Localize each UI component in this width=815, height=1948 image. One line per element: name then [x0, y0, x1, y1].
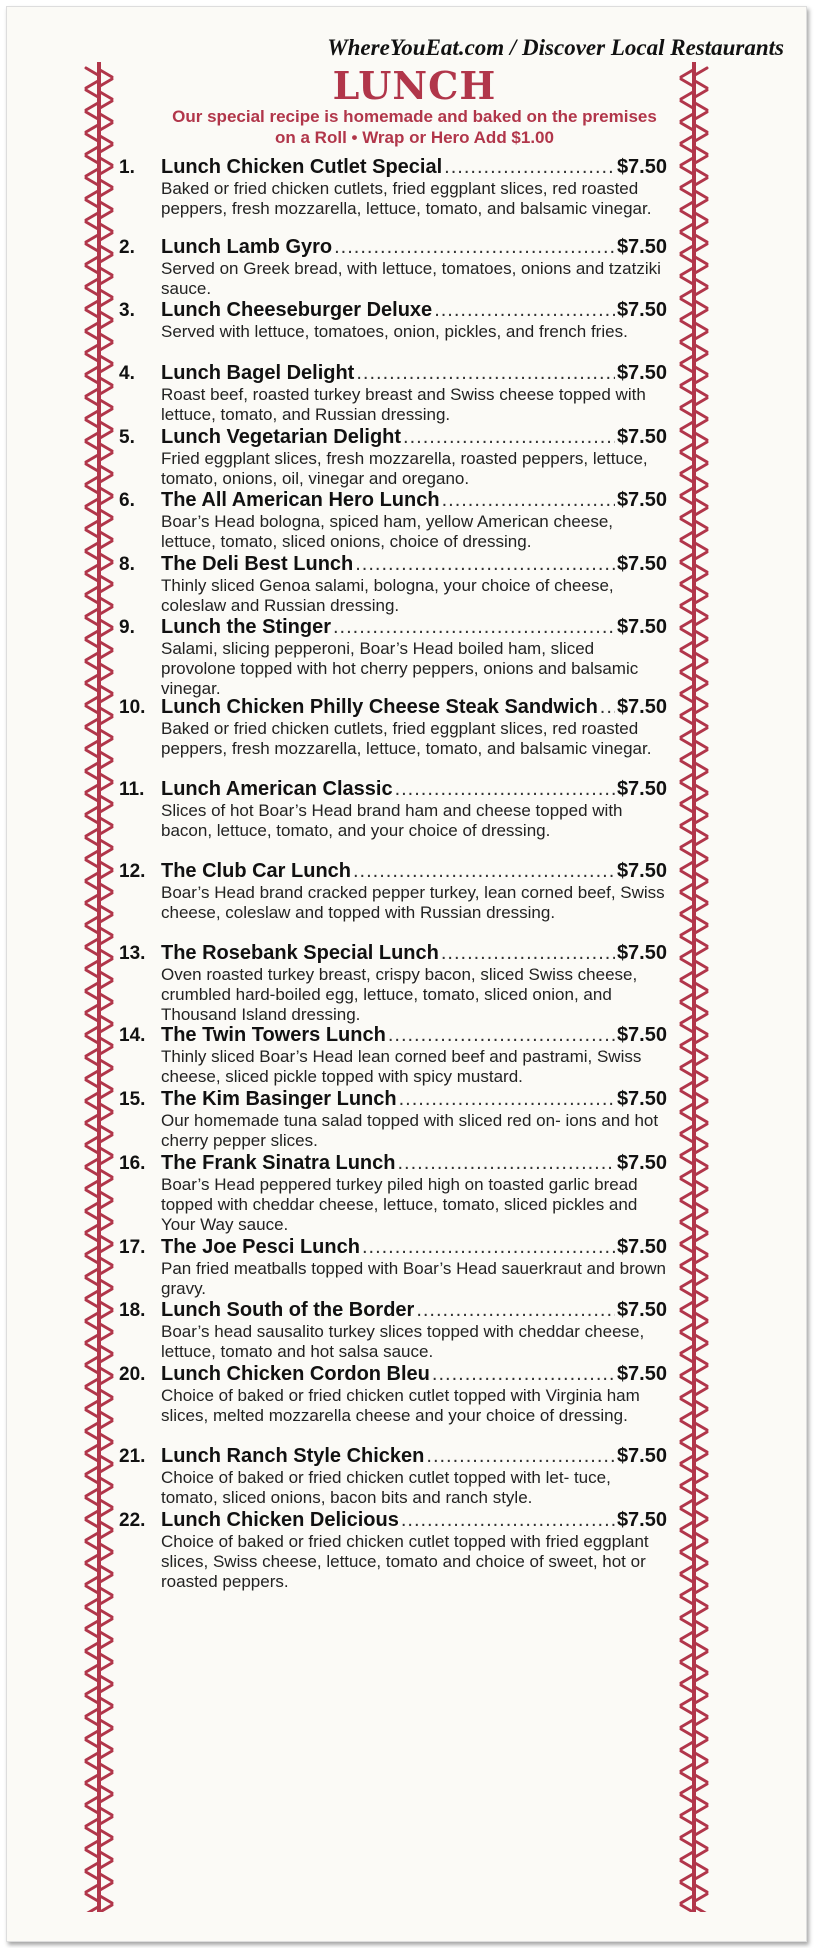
menu-item	[119, 1236, 667, 1299]
item-description: Thinly sliced Genoa salami, bologna, your choice of cheese, coleslaw and Russian dressing.	[161, 576, 614, 615]
item-name: Lunch Chicken Delicious	[161, 1509, 399, 1531]
menu-item	[119, 942, 667, 1025]
item-name: The Deli Best Lunch	[161, 553, 354, 575]
item-price: $7.50	[616, 616, 667, 638]
dot-leader	[441, 942, 615, 965]
item-name: Lunch Bagel Delight	[161, 362, 355, 384]
item-number: 16.	[119, 1153, 146, 1174]
item-price: $7.50	[616, 1236, 667, 1258]
item-description: Boar’s Head peppered turkey piled high on toasted garlic bread topped with cheddar cheese, lettuce, tomato, sliced pickles and Your Way sauce.	[161, 1175, 638, 1234]
item-price: $7.50	[616, 1509, 667, 1531]
item-description: Choice of baked or fried chicken cutlet topped with let- tuce, tomato, sliced onions, bacon bits and ranch style.	[161, 1468, 611, 1507]
site-header[interactable]: WhereYouEat.com / Discover Local Restaurants	[327, 35, 784, 60]
decorative-border-right	[677, 62, 711, 1912]
item-description: Oven roasted turkey breast, crispy bacon, sliced Swiss cheese, crumbled hard-boiled egg, lettuce, tomato, sliced onion, and Thousand Island dressing.	[161, 965, 638, 1024]
item-number: 8.	[119, 554, 135, 575]
item-price: $7.50	[616, 1088, 667, 1110]
item-description: Choice of baked or fried chicken cutlet topped with Virginia ham slices, melted mozzarella cheese and your choice of dressing.	[161, 1386, 640, 1425]
item-description: Served on Greek bread, with lettuce, tomatoes, onions and tzatziki sauce.	[161, 259, 661, 298]
item-description: Boar’s Head brand cracked pepper turkey, lean corned beef, Swiss cheese, coleslaw and topped with Russian dressing.	[161, 883, 665, 922]
item-name: Lunch Cheeseburger Deluxe	[161, 299, 433, 321]
item-number: 22.	[119, 1510, 146, 1531]
menu-item	[119, 362, 667, 425]
dot-leader	[333, 616, 615, 639]
menu-page	[6, 6, 807, 1942]
item-number: 5.	[119, 427, 135, 448]
item-name: Lunch Lamb Gyro	[161, 236, 333, 258]
menu-item	[119, 236, 667, 299]
item-price: $7.50	[616, 553, 667, 575]
item-price: $7.50	[616, 489, 667, 511]
menu-item	[119, 778, 667, 841]
item-description: Baked or fried chicken cutlets, fried eggplant slices, red roasted peppers, fresh mozzarella, lettuce, tomato, and balsamic vinegar.	[161, 719, 652, 758]
dot-leader	[426, 1445, 615, 1468]
item-name: Lunch Chicken Cutlet Special	[161, 156, 443, 178]
item-price: $7.50	[616, 942, 667, 964]
item-name: Lunch Ranch Style Chicken	[161, 1445, 425, 1467]
menu-item	[119, 1509, 667, 1592]
item-number: 4.	[119, 363, 135, 384]
item-number: 1.	[119, 157, 135, 178]
item-name: Lunch the Stinger	[161, 616, 331, 638]
dot-leader	[434, 299, 615, 322]
item-price: $7.50	[616, 1363, 667, 1385]
item-number: 10.	[119, 697, 146, 718]
menu-item	[119, 696, 667, 759]
item-description: Boar’s Head bologna, spiced ham, yellow American cheese, lettuce, tomato, sliced onions, choice of dressing.	[161, 512, 614, 551]
dot-leader	[356, 362, 615, 385]
item-price: $7.50	[616, 236, 667, 258]
menu-item	[119, 1152, 667, 1235]
item-number: 2.	[119, 237, 135, 258]
item-name: The Twin Towers Lunch	[161, 1024, 386, 1046]
item-description: Boar’s head sausalito turkey slices topped with cheddar cheese, lettuce, tomato and hot salsa sauce.	[161, 1322, 645, 1361]
item-name: The All American Hero Lunch	[161, 489, 440, 511]
menu-item	[119, 1088, 667, 1151]
menu-subtitle: Our special recipe is homemade and baked on the premises	[172, 107, 657, 126]
dot-leader	[399, 1088, 615, 1111]
menu-item	[119, 1024, 667, 1087]
item-price: $7.50	[616, 1445, 667, 1467]
dot-leader	[362, 1236, 615, 1259]
dot-leader	[395, 778, 615, 801]
item-name: Lunch Chicken Cordon Bleu	[161, 1363, 430, 1385]
dot-leader	[442, 489, 615, 512]
item-price: $7.50	[616, 426, 667, 448]
item-price: $7.50	[616, 156, 667, 178]
dot-leader	[401, 1509, 615, 1532]
item-number: 13.	[119, 943, 146, 964]
item-number: 11.	[119, 779, 145, 800]
item-description: Salami, slicing pepperoni, Boar’s Head boiled ham, sliced provolone topped with hot cherry peppers, onions and balsamic vinegar.	[161, 639, 639, 698]
item-number: 3.	[119, 300, 135, 321]
item-number: 14.	[119, 1025, 146, 1046]
item-name: Lunch South of the Border	[161, 1299, 415, 1321]
item-price: $7.50	[616, 362, 667, 384]
item-price: $7.50	[616, 299, 667, 321]
item-name: The Kim Basinger Lunch	[161, 1088, 397, 1110]
item-description: Roast beef, roasted turkey breast and Swiss cheese topped with lettuce, tomato, and Russian dressing.	[161, 385, 646, 424]
menu-subtitle-addon: on a Roll • Wrap or Hero Add $1.00	[275, 128, 554, 147]
menu-item	[119, 1299, 667, 1362]
item-description: Choice of baked or fried chicken cutlet topped with fried eggplant slices, Swiss cheese, lettuce, tomato and choice of sweet, hot or roasted peppers.	[161, 1532, 649, 1591]
dot-leader	[334, 236, 615, 259]
item-number: 6.	[119, 490, 135, 511]
dot-leader	[403, 426, 615, 449]
menu-item	[119, 860, 667, 923]
item-name: Lunch Chicken Philly Cheese Steak Sandwich	[161, 696, 598, 718]
item-number: 17.	[119, 1237, 146, 1258]
item-description: Baked or fried chicken cutlets, fried eggplant slices, red roasted peppers, fresh mozzarella, lettuce, tomato, and balsamic vinegar.	[161, 179, 652, 218]
dot-leader	[432, 1363, 615, 1386]
menu-item	[119, 553, 667, 616]
item-description: Our homemade tuna salad topped with sliced red on- ions and hot cherry pepper slices.	[161, 1111, 659, 1150]
item-description: Pan fried meatballs topped with Boar’s Head sauerkraut and brown gravy.	[161, 1259, 666, 1298]
menu-item	[119, 616, 667, 699]
item-price: $7.50	[616, 860, 667, 882]
dot-leader	[416, 1299, 615, 1322]
menu-item	[119, 156, 667, 219]
item-name: The Rosebank Special Lunch	[161, 942, 439, 964]
item-description: Served with lettuce, tomatoes, onion, pickles, and french fries.	[161, 322, 628, 341]
item-name: The Club Car Lunch	[161, 860, 351, 882]
item-number: 18.	[119, 1300, 146, 1321]
item-price: $7.50	[616, 1152, 667, 1174]
item-name: The Joe Pesci Lunch	[161, 1236, 360, 1258]
dot-leader	[397, 1152, 614, 1175]
item-description: Slices of hot Boar’s Head brand ham and cheese topped with bacon, lettuce, tomato, and your choice of dressing.	[161, 801, 623, 840]
item-name: The Frank Sinatra Lunch	[161, 1152, 396, 1174]
menu-item	[119, 426, 667, 489]
dot-leader	[388, 1024, 615, 1047]
menu-item	[119, 1363, 667, 1426]
menu-title: LUNCH	[332, 63, 497, 108]
menu-item	[119, 489, 667, 552]
item-price: $7.50	[616, 778, 667, 800]
decorative-border-left	[82, 62, 116, 1912]
item-price: $7.50	[616, 1024, 667, 1046]
item-name: Lunch American Classic	[161, 778, 393, 800]
dot-leader	[355, 553, 615, 576]
item-number: 9.	[119, 617, 135, 638]
item-price: $7.50	[616, 1299, 667, 1321]
item-description: Thinly sliced Boar’s Head lean corned beef and pastrami, Swiss cheese, sliced pickle topped with spicy mustard.	[161, 1047, 642, 1086]
dot-leader	[444, 156, 615, 179]
item-number: 15.	[119, 1089, 146, 1110]
dot-leader	[353, 860, 615, 883]
menu-item	[119, 1445, 667, 1508]
item-number: 12.	[119, 861, 146, 882]
item-price: $7.50	[616, 696, 667, 718]
item-name: Lunch Vegetarian Delight	[161, 426, 402, 448]
item-number: 20.	[119, 1364, 146, 1385]
item-number: 21.	[119, 1446, 146, 1467]
menu-item	[119, 299, 667, 342]
item-description: Fried eggplant slices, fresh mozzarella, roasted peppers, lettuce, tomato, onions, oil, vinegar and oregano.	[161, 449, 648, 488]
dot-leader	[600, 696, 615, 719]
